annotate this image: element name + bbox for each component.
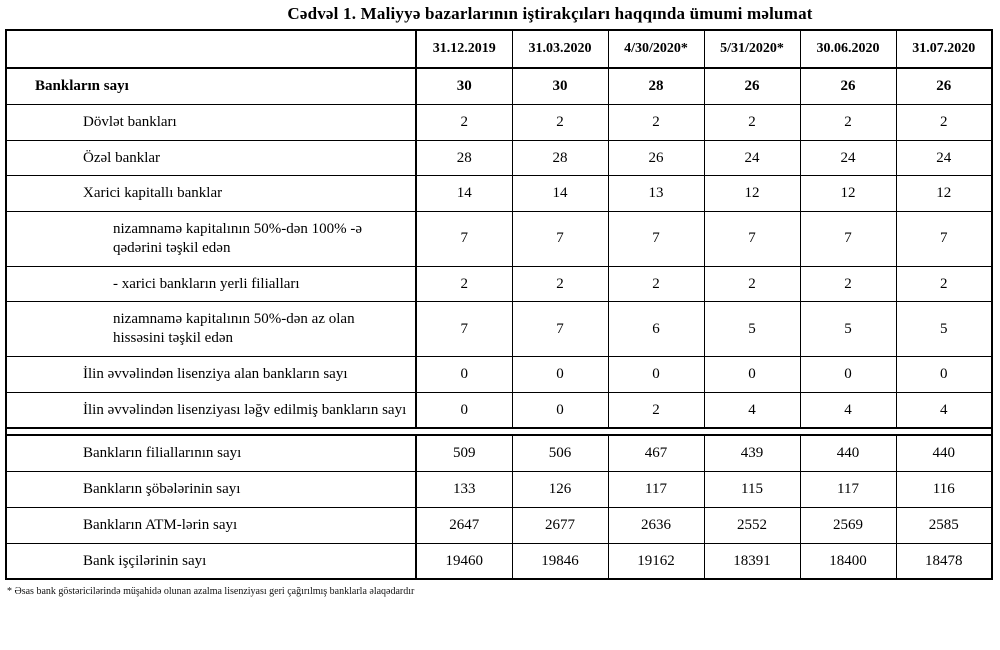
table-row — [6, 507, 992, 543]
value-cell: 2 — [608, 104, 704, 140]
row-label: Bankların filiallarının sayı — [6, 435, 416, 471]
value-cell: 26 — [896, 68, 992, 104]
column-header-4: 30.06.2020 — [800, 30, 896, 68]
value-cell: 0 — [416, 392, 512, 428]
row-label: Bankların şöbələrinin sayı — [6, 472, 416, 508]
row-label: nizamnamə kapitalının 50%-dən az olan hissəsini təşkil edən — [6, 302, 416, 357]
value-cell: 2569 — [800, 507, 896, 543]
column-header-0: 31.12.2019 — [416, 30, 512, 68]
value-cell: 0 — [416, 356, 512, 392]
table-row — [6, 266, 992, 302]
value-cell: 0 — [608, 356, 704, 392]
table-row — [6, 435, 992, 471]
table-row — [6, 176, 992, 212]
row-label: Bank işçilərinin sayı — [6, 543, 416, 579]
value-cell: 24 — [800, 140, 896, 176]
table-row — [6, 543, 992, 579]
table-title: Cədvəl 1. Maliyyə bazarlarının iştirakçıları haqqında ümumi məlumat — [287, 4, 813, 23]
value-cell: 30 — [416, 68, 512, 104]
value-cell: 7 — [512, 302, 608, 357]
value-cell: 506 — [512, 435, 608, 471]
table-row — [6, 392, 992, 428]
value-cell: 0 — [512, 356, 608, 392]
table-row — [6, 104, 992, 140]
table-row — [6, 140, 992, 176]
row-label: İlin əvvəlindən lisenziyası ləğv edilmiş bankların sayı — [6, 392, 416, 428]
value-cell: 7 — [416, 212, 512, 267]
value-cell: 18391 — [704, 543, 800, 579]
value-cell: 13 — [608, 176, 704, 212]
value-cell: 26 — [800, 68, 896, 104]
value-cell: 2647 — [416, 507, 512, 543]
value-cell: 2 — [416, 266, 512, 302]
value-cell: 2 — [704, 266, 800, 302]
value-cell: 26 — [704, 68, 800, 104]
value-cell: 26 — [608, 140, 704, 176]
value-cell: 19460 — [416, 543, 512, 579]
value-cell: 2 — [608, 392, 704, 428]
value-cell: 2 — [896, 104, 992, 140]
value-cell: 133 — [416, 472, 512, 508]
value-cell: 2 — [800, 104, 896, 140]
value-cell: 2 — [896, 266, 992, 302]
section-divider-band — [6, 428, 992, 435]
row-label: Bankların sayı — [6, 68, 416, 104]
value-cell: 14 — [512, 176, 608, 212]
table-row — [6, 356, 992, 392]
value-cell: 19162 — [608, 543, 704, 579]
value-cell: 18478 — [896, 543, 992, 579]
value-cell: 2 — [416, 104, 512, 140]
value-cell: 30 — [512, 68, 608, 104]
section-divider — [6, 428, 992, 435]
row-label: Özəl banklar — [6, 140, 416, 176]
value-cell: 18400 — [800, 543, 896, 579]
value-cell: 439 — [704, 435, 800, 471]
value-cell: 467 — [608, 435, 704, 471]
value-cell: 2552 — [704, 507, 800, 543]
value-cell: 2636 — [608, 507, 704, 543]
table-row — [6, 212, 992, 267]
value-cell: 2 — [800, 266, 896, 302]
table-body — [6, 68, 992, 579]
column-header-5: 31.07.2020 — [896, 30, 992, 68]
value-cell: 117 — [800, 472, 896, 508]
table-row — [6, 302, 992, 357]
header-row — [6, 30, 992, 68]
value-cell: 28 — [512, 140, 608, 176]
value-cell: 2585 — [896, 507, 992, 543]
value-cell: 117 — [608, 472, 704, 508]
header-corner-cell — [6, 30, 416, 68]
footnote: * Əsas bank göstəricilərində müşahidə olunan azalma lisenziyası geri çağırılmış banklarla əlaqədardır — [7, 586, 415, 598]
row-label: Bankların ATM-lərin sayı — [6, 507, 416, 543]
value-cell: 2 — [608, 266, 704, 302]
column-header-2: 4/30/2020* — [608, 30, 704, 68]
value-cell: 5 — [800, 302, 896, 357]
value-cell: 5 — [896, 302, 992, 357]
value-cell: 440 — [896, 435, 992, 471]
value-cell: 19846 — [512, 543, 608, 579]
value-cell: 14 — [416, 176, 512, 212]
value-cell: 7 — [608, 212, 704, 267]
value-cell: 6 — [608, 302, 704, 357]
table-row — [6, 68, 992, 104]
value-cell: 28 — [608, 68, 704, 104]
value-cell: 7 — [416, 302, 512, 357]
value-cell: 12 — [704, 176, 800, 212]
value-cell: 4 — [800, 392, 896, 428]
value-cell: 7 — [512, 212, 608, 267]
value-cell: 24 — [896, 140, 992, 176]
value-cell: 28 — [416, 140, 512, 176]
value-cell: 116 — [896, 472, 992, 508]
value-cell: 440 — [800, 435, 896, 471]
value-cell: 5 — [704, 302, 800, 357]
row-label: Xarici kapitallı banklar — [6, 176, 416, 212]
value-cell: 2 — [512, 266, 608, 302]
value-cell: 2677 — [512, 507, 608, 543]
value-cell: 4 — [704, 392, 800, 428]
value-cell: 2 — [704, 104, 800, 140]
value-cell: 509 — [416, 435, 512, 471]
row-label: nizamnamə kapitalının 50%-dən 100% -ə qədərini təşkil edən — [6, 212, 416, 267]
value-cell: 0 — [512, 392, 608, 428]
table-header — [6, 30, 992, 68]
column-header-1: 31.03.2020 — [512, 30, 608, 68]
financial-participants-table — [5, 29, 993, 580]
value-cell: 0 — [896, 356, 992, 392]
value-cell: 0 — [704, 356, 800, 392]
value-cell: 24 — [704, 140, 800, 176]
row-label: - xarici bankların yerli filialları — [6, 266, 416, 302]
column-header-3: 5/31/2020* — [704, 30, 800, 68]
table-row — [6, 472, 992, 508]
value-cell: 12 — [800, 176, 896, 212]
value-cell: 7 — [704, 212, 800, 267]
value-cell: 12 — [896, 176, 992, 212]
row-label: İlin əvvəlindən lisenziya alan bankların sayı — [6, 356, 416, 392]
row-label: Dövlət bankları — [6, 104, 416, 140]
value-cell: 0 — [800, 356, 896, 392]
value-cell: 115 — [704, 472, 800, 508]
value-cell: 4 — [896, 392, 992, 428]
value-cell: 7 — [800, 212, 896, 267]
value-cell: 7 — [896, 212, 992, 267]
value-cell: 2 — [512, 104, 608, 140]
value-cell: 126 — [512, 472, 608, 508]
